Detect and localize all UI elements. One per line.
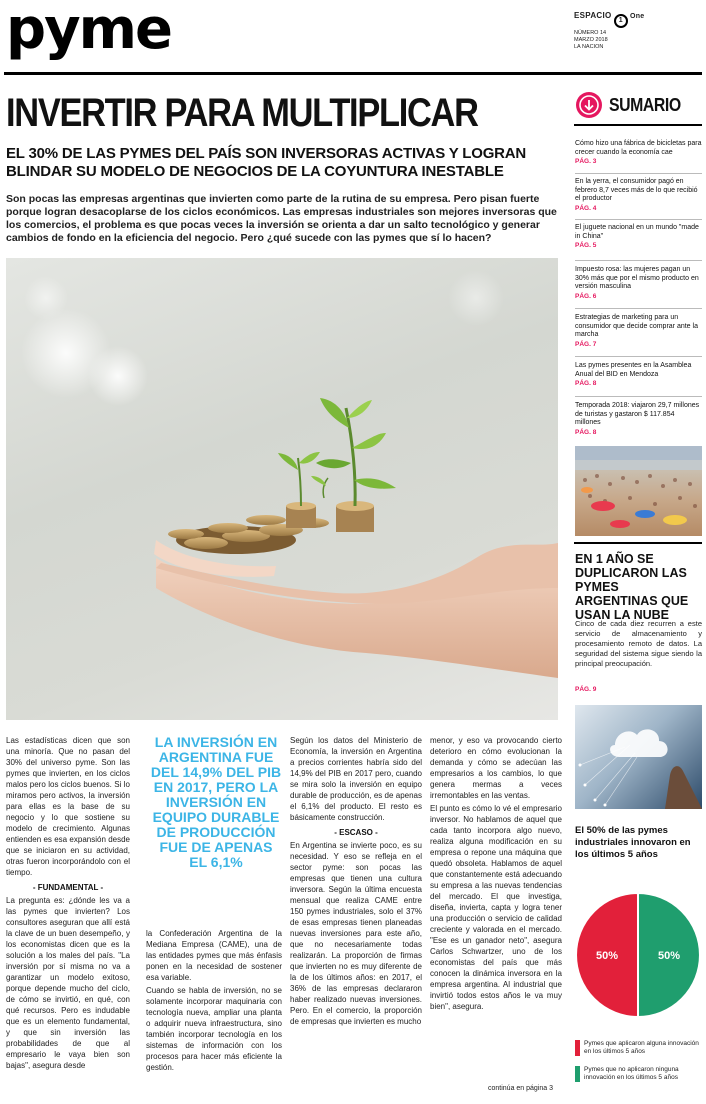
sumario-item[interactable]	[575, 140, 702, 166]
sumario-item-page: PÁG. 7	[575, 340, 597, 348]
sumario-item-text: Las pymes presentes en la Asamblea Anual del BID en Mendoza	[575, 362, 692, 378]
article-column-4	[430, 735, 562, 1014]
divider	[575, 356, 702, 357]
sumario-item-text: En la yerra, el consumidor pagó en febrero 8,7 veces más de lo que recibió el productor	[575, 178, 698, 202]
body-paragraph: la Confederación Argentina de la Mediana Empresa (CAME), una de las entidades pymes que más énfasis ponen en la necesidad de sostener esa variable.	[146, 929, 282, 982]
sumario-item-page: PÁG. 8	[575, 428, 597, 436]
sumario-item[interactable]	[575, 314, 702, 349]
pull-quote: LA INVERSIÓN EN ARGENTINA FUE DEL 14,9% DEL PIB EN 2017, PERO LA INVERSIÓN EN EQUIPO DURABLE DE PRODUCCIÓN FUE DE APENAS EL 6,1%	[150, 734, 282, 870]
espacio-label: ESPACIO	[574, 11, 612, 20]
sumario-item[interactable]	[575, 266, 702, 301]
body-paragraph: En Argentina se invierte poco, es su necesidad. Y eso se refleja en el sector pyme: son pocas las empresas que tienen una cultura inversora. Según la última encuesta mensual que realiza CAME entre 150 pymes industriales, solo el 37% de esas empresas tienen planeadas nuevas inversiones para este año, que no necesariamente todas realizarán. La proporción de firmas que invierten no es muy diferente de la de los últimos años: en 2017, el 36% de las empresas declararon haber realizado nuevas inversiones. Pero. En el comercio, la proporción de empresas que invierten es mucho	[290, 841, 422, 1026]
sumario-item-page: PÁG. 5	[575, 242, 597, 249]
section-heading-escaso: - ESCASO -	[334, 828, 378, 837]
sumario-item-page: PÁG. 8	[575, 380, 597, 387]
body-paragraph: menor, y eso va provocando cierto deterioro en cómo evolucionan la demanda y cómo se adecúan las empresarios a los cambios, lo que genera mermas a veces irremontables en las ventas.	[430, 736, 562, 800]
issue-publisher: LA NACION	[574, 44, 604, 50]
espacio-brand: One	[629, 13, 645, 20]
hero-photo-hands-with-coins-and-plants	[6, 258, 558, 720]
sumario-item-text: Temporada 2018: viajaron 29,7 millones de turistas y gastaron $ 117.854 millones	[575, 402, 700, 426]
sidebar-story-body: Cinco de cada diez recurren a este servicio de almacenamiento y procesamiento remoto de datos. La seguridad del sistema sigue siendo la principal preocupación.	[575, 619, 702, 668]
masthead-rule	[4, 72, 702, 75]
sumario-item-page: PÁG. 4	[575, 204, 597, 212]
espacio-one-badge	[574, 10, 645, 51]
issue-number: NÚMERO 14	[574, 30, 607, 36]
pie-chart-svg	[573, 888, 703, 1022]
sumario-item-text: Impuesto rosa: las mujeres pagan un 30% más que por el mismo producto en versión masculina	[575, 266, 699, 290]
pie-slice-label-0: 50%	[595, 950, 619, 962]
sidebar-rule	[574, 542, 702, 544]
article-lead: Son pocas las empresas argentinas que invierten como parte de la rutina de su empresa. Pero pisan fuerte porque logran desacoplarse de los ciclos económicos. Las empresas industriales son mejores inversoras que los comercios, el problema es que pocas veces la inversión se orienta a dar un salto tecnológico y generar cambios de fondo en la eficiencia del negocio. Pero ¿qué sucede con las pymes que sí lo hacen?	[6, 193, 557, 244]
sumario-item-text: Cómo hizo una fábrica de bicicletas para crecer cuando la economía cae	[575, 140, 702, 156]
arrow-down-icon	[576, 92, 602, 118]
masthead-logo: pyme	[6, 0, 171, 62]
article-column-3	[290, 735, 422, 1029]
sidebar-story-headline: EN 1 AÑO SE DUPLICARON LAS PYMES ARGENTINAS QUE USAN LA NUBE	[575, 552, 689, 622]
legend-swatch-red	[575, 1040, 580, 1056]
sumario-title: SUMARIO	[609, 95, 681, 115]
pie-chart-title: El 50% de las pymes industriales innovaron en los últimos 5 años	[575, 825, 691, 860]
one-logo-icon: 1	[614, 14, 628, 28]
cloud-technology-photo	[575, 705, 702, 809]
sumario-item-text: El juguete nacional en un mundo "made in China"	[575, 224, 699, 240]
article-column-1	[6, 735, 130, 1073]
sumario-item[interactable]	[575, 362, 702, 388]
article-subhead: EL 30% DE LAS PYMES DEL PAÍS SON INVERSORAS ACTIVAS Y LOGRAN BLINDAR SU MODELO DE NEGOCIOS DE LA COYUNTURA INESTABLE	[6, 145, 527, 180]
body-paragraph: Las estadísticas dicen que son una minoría. Que no pasan del 30% del universo pyme. Son las pymes que invierten, en los ciclos malos pero los ciclos buenos. Si lo miramos pero activos, la inversión para ellas es la base de su negocio y lo que sostiene su modelo de crecimiento. Algunas entienden es esa expansión desde que se iniciaron en su actividad, otras fueron incorporándolo con el tiempo.	[6, 736, 130, 877]
divider	[575, 308, 702, 309]
section-heading-fundamental: - FUNDAMENTAL -	[32, 883, 104, 892]
sumario-item-text: Estrategias de marketing para un consumidor que decide comprar ante la marcha	[575, 314, 698, 338]
sumario-item-page: PÁG. 6	[575, 292, 597, 300]
body-paragraph: El punto es cómo lo vé el empresario inversor. No hablamos de aquel que cada tanto incorpora algo nuevo, realiza alguna modificación en su empresa o repone una máquina que quedó obsoleta. Hablamos de aquel que constantemente está adecuando su empresa a las nuevas tendencias del mercado. El que investiga, diseña, invierta, capta y logra tener una producción o servicio de calidad creciente y valorada en el mercado. "Ese es un ganador neto", asegura Carlos Schwartzer, uno de los economistas del país que más conocen la dinámica inversora en la empresa argentina. Al industrial que invirtió todos estos años le va muy bien", asegura.	[430, 804, 562, 1011]
sidebar-story-page: PÁG. 9	[575, 686, 597, 693]
sumario-item-page: PÁG. 3	[575, 158, 597, 165]
continued-on-page-link[interactable]: continúa en página 3	[488, 1085, 553, 1092]
sumario-item[interactable]	[575, 402, 702, 437]
issue-date: MARZO 2018	[574, 37, 608, 43]
pie-chart	[573, 888, 703, 1022]
sumario-item[interactable]	[575, 224, 702, 250]
divider	[575, 219, 702, 220]
body-paragraph: La pregunta es: ¿dónde les va a las pymes que invierten? Los consultores aseguran que allí está la clave de un buen desempeño, y los economistas dicen que es la solución a los males del país. "La inversión por sí misma no va a garantizar un modelo exitoso, porque depende mucho del ciclo, de cómo se invirtió, en qué, con qué recursos. Pero es indudable que es un elemento fundamental, y que sin inversión las probabilidades de que al empresario le vaya bien son bajas", asegura desde	[6, 896, 130, 1070]
page-title: INVERTIR PARA MULTIPLICAR	[6, 91, 478, 135]
beach-crowd-photo	[575, 446, 702, 536]
legend-swatch-green	[575, 1066, 580, 1082]
pie-slice-label-1: 50%	[657, 950, 681, 962]
sumario-rule	[574, 124, 702, 126]
sumario-item[interactable]	[575, 178, 702, 213]
legend-label: Pymes que no aplicaron ninguna innovación en los últimos 5 años	[584, 1066, 679, 1081]
divider	[575, 260, 702, 261]
legend-label: Pymes que aplicaron alguna innovación en los últimos 5 años	[584, 1040, 699, 1055]
body-paragraph: Cuando se habla de inversión, no se solamente incorporar maquinaria con tecnología nueva, ampliar una planta o adquirir nueva infraestructura, sino también incorporar tecnología en los sistemas de información con los procesos para hacer más eficiente la gestión.	[146, 986, 282, 1072]
body-paragraph: Según los datos del Ministerio de Economía, la inversión en Argentina a precios corrientes habría sido del 14,9% del PIB en 2017 pero, cuando se mira solo la inversión en equipo durable de producción, es de apenas el 6,1% del producto. El resto es básicamente construcción.	[290, 736, 422, 822]
divider	[575, 396, 702, 397]
divider	[575, 173, 702, 174]
article-column-2	[146, 928, 282, 1075]
